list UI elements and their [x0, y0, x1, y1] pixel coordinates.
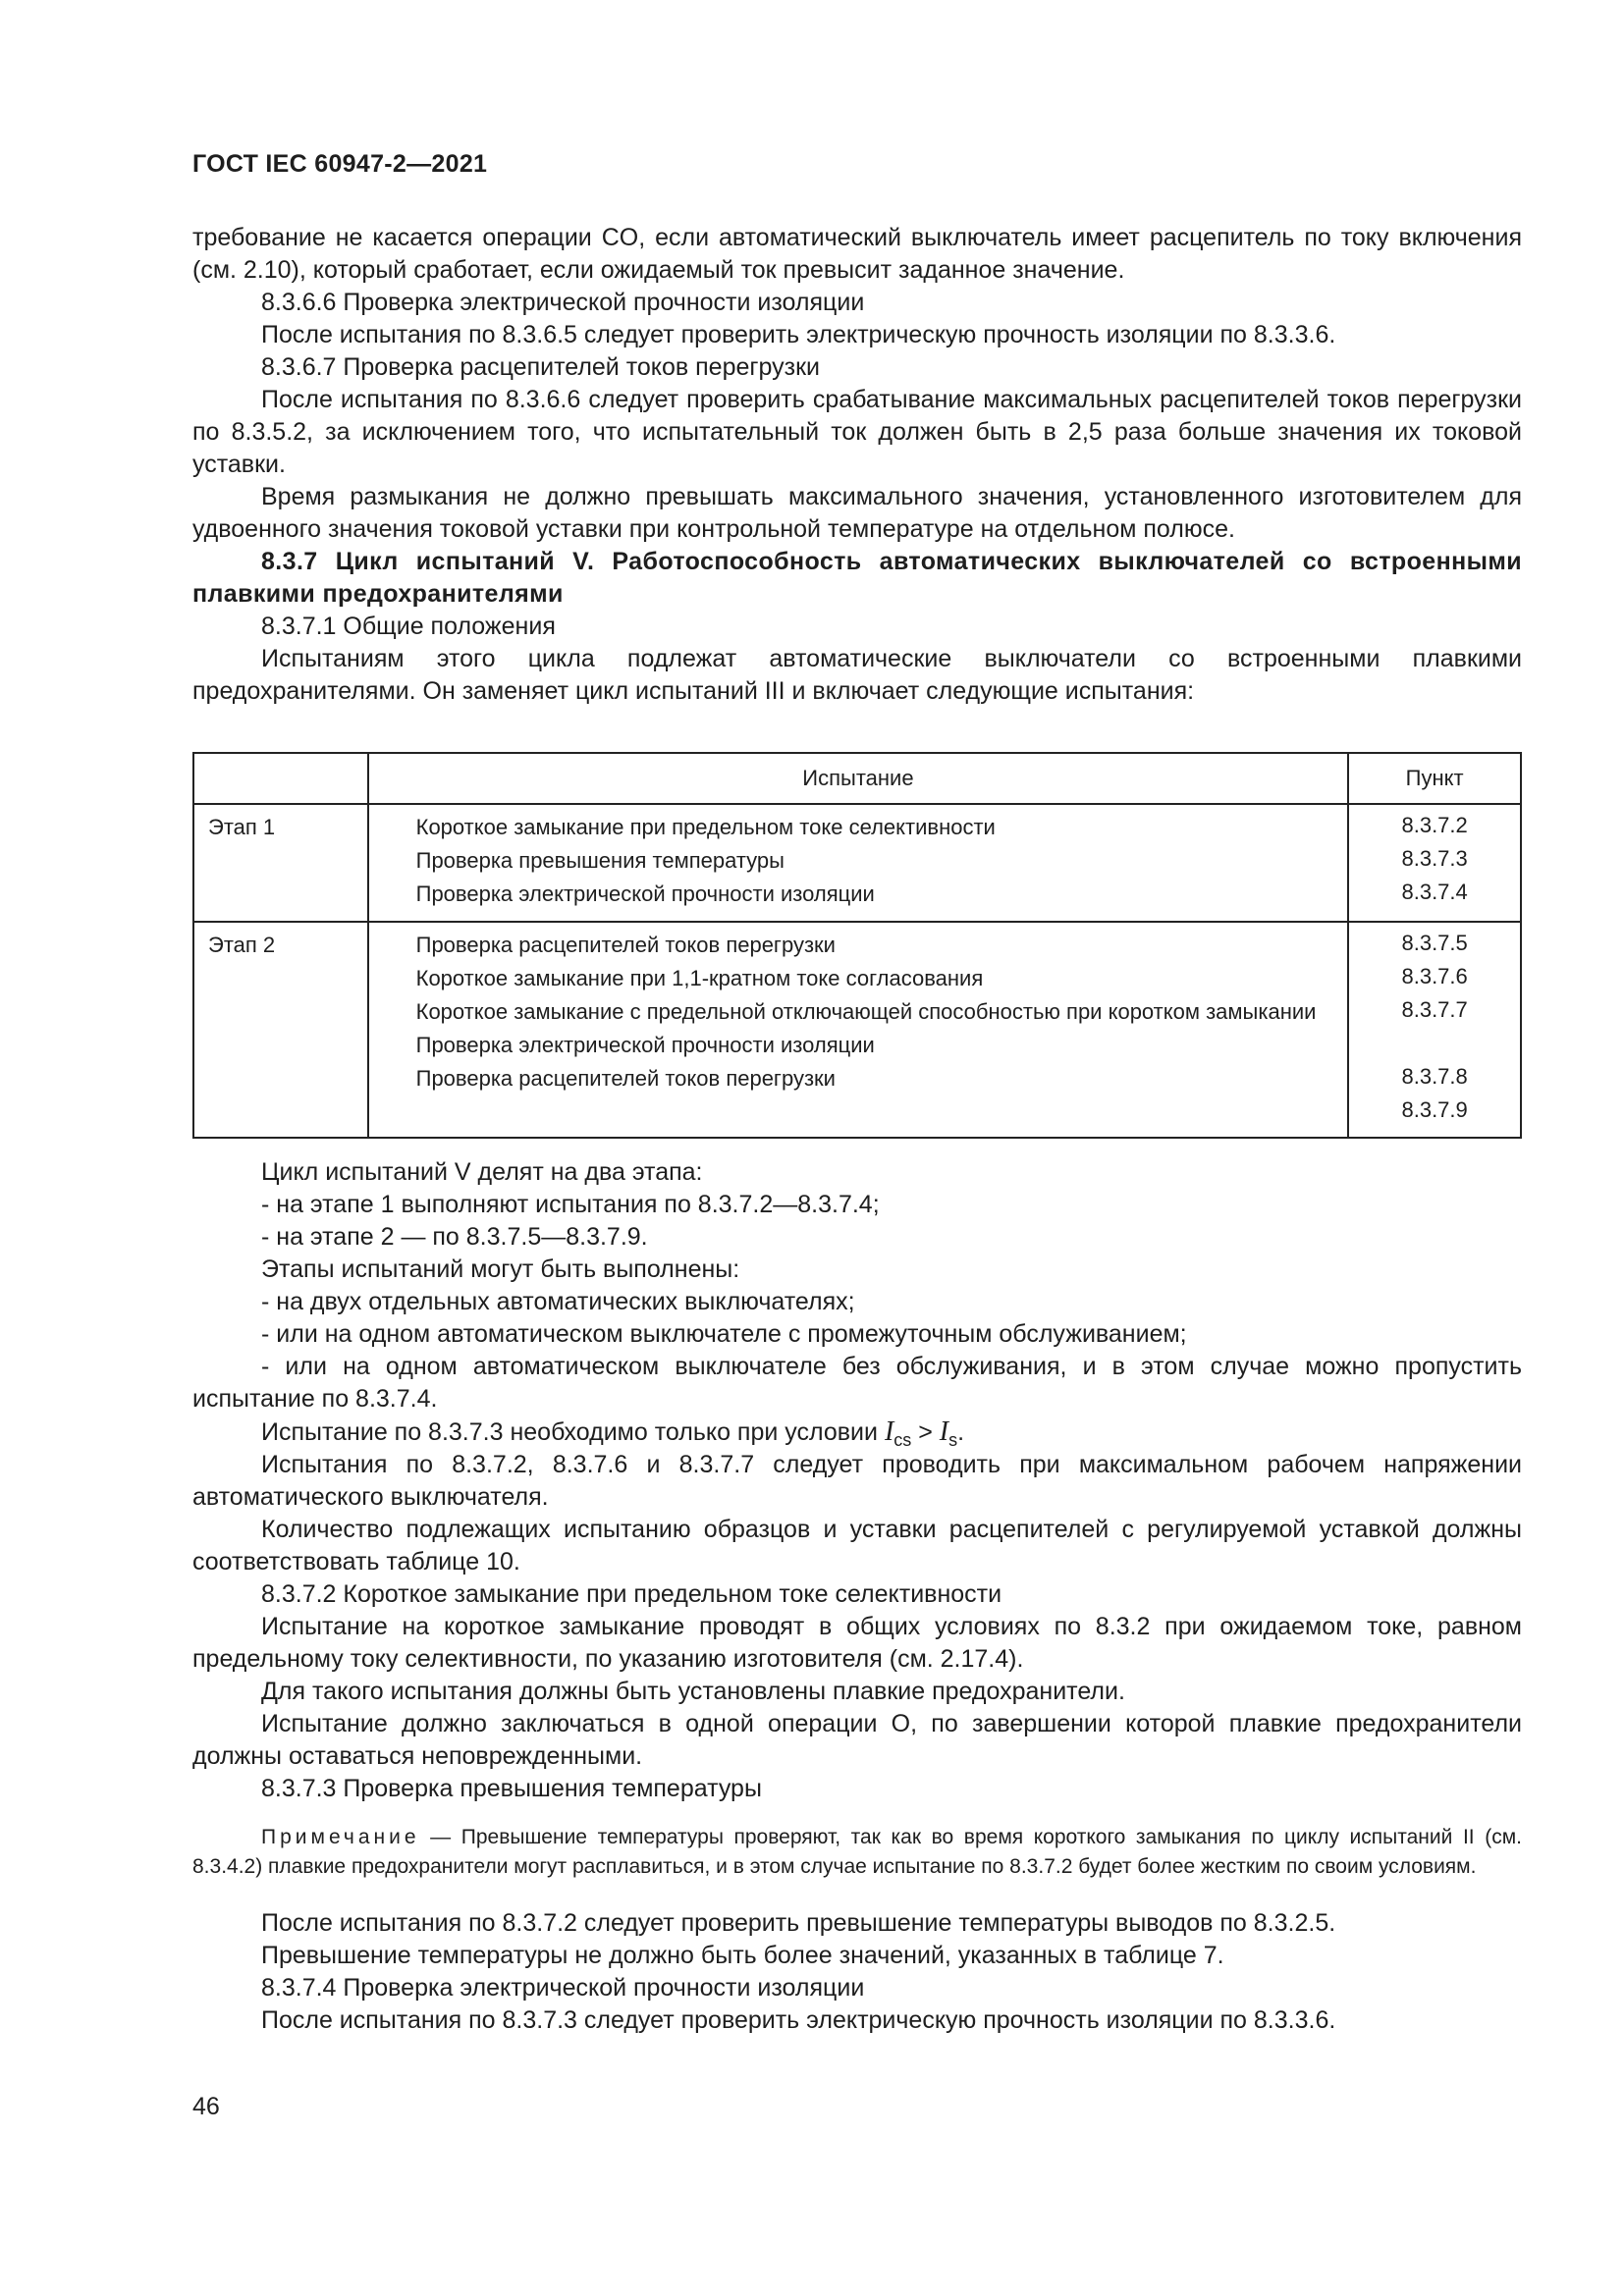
- test-item: Проверка электрической прочности изоляции: [415, 881, 875, 906]
- test-list: [368, 804, 1349, 922]
- test-sequence-table: [192, 752, 1522, 1139]
- paragraph: Для такого испытания должны быть установлены плавкие предохранители.: [261, 1678, 1125, 1705]
- test-item: Короткое замыкание с предельной отключающей способностью при коротком замыкании: [415, 999, 1317, 1024]
- header-stage: [193, 753, 368, 804]
- paragraph: Испытаниям этого цикла подлежат автоматические выключатели со встроенными плавкими предохранителями. Он заменяет цикл испытаний III и включает следующие испытания:: [192, 645, 1522, 705]
- main-text-top: [192, 222, 1522, 708]
- paragraph: После испытания по 8.3.6.6 следует проверить срабатывание максимальных расцепителей токов перегрузки по 8.3.5.2, за исключением того, что испытательный ток должен быть в 2,5 раза больше значения их токовой уставки.: [192, 386, 1522, 478]
- clause-number: 8.3.7.8: [1401, 1064, 1468, 1089]
- stage-name: Этап 2: [193, 922, 368, 1138]
- test-item: Проверка расцепителей токов перегрузки: [415, 933, 836, 957]
- main-text-bottom: [192, 1156, 1522, 2037]
- clause-number: 8.3.7.5: [1401, 931, 1468, 955]
- clause-number: 8.3.7.9: [1401, 1097, 1468, 1122]
- condition-text: Испытание по 8.3.7.3 необходимо только при условии: [261, 1418, 878, 1446]
- clause-number: 8.3.7.7: [1401, 997, 1468, 1022]
- test-item: Короткое замыкание при 1,1-кратном токе согласования: [415, 966, 984, 990]
- clause-heading: 8.3.7.2 Короткое замыкание при предельном токе селективности: [261, 1580, 1002, 1608]
- stage-name: Этап 1: [193, 804, 368, 922]
- clause-heading: 8.3.7.3 Проверка превышения температуры: [261, 1775, 762, 1802]
- paragraph: Количество подлежащих испытанию образцов и уставки расцепителей с регулируемой уставкой должны соответствовать таблице 10.: [192, 1516, 1522, 1575]
- header-clause: Пункт: [1348, 753, 1521, 804]
- paragraph: После испытания по 8.3.7.3 следует проверить электрическую прочность изоляции по 8.3.3.6.: [261, 2006, 1336, 2034]
- list-item: - или на одном автоматическом выключателе с промежуточным обслуживанием;: [261, 1320, 1187, 1348]
- list-item: - или на одном автоматическом выключателе без обслуживания, и в этом случае можно пропустить испытание по 8.3.7.4.: [192, 1353, 1522, 1413]
- test-item: Проверка расцепителей токов перегрузки: [415, 1066, 836, 1091]
- paragraph: Испытание на короткое замыкание проводят в общих условиях по 8.3.2 при ожидаемом токе, равном предельному току селективности, по указанию изготовителя (см. 2.17.4).: [192, 1613, 1522, 1673]
- paragraph: Время размыкания не должно превышать максимального значения, установленного изготовителем для удвоенного значения токовой уставки при контрольной температуре на отдельном полюсе.: [192, 483, 1522, 543]
- list-item: - на этапе 2 — по 8.3.7.5—8.3.7.9.: [261, 1223, 648, 1251]
- formula-subscript: cs: [893, 1430, 912, 1450]
- document-header: ГОСТ IEC 60947-2—2021: [192, 150, 488, 178]
- formula-symbol: I: [884, 1416, 894, 1447]
- clause-number: 8.3.7.2: [1401, 813, 1468, 837]
- test-item: Короткое замыкание при предельном токе селективности: [415, 815, 996, 839]
- test-item: Проверка превышения температуры: [415, 848, 785, 873]
- clause-number: 8.3.7.6: [1401, 964, 1468, 988]
- section-heading: 8.3.7 Цикл испытаний V. Работоспособность автоматических выключателей со встроенными плавкими предохранителями: [192, 548, 1522, 608]
- header-test: Испытание: [368, 753, 1349, 804]
- formula: [939, 1416, 958, 1450]
- clause-list: [1348, 922, 1521, 1138]
- paragraph: После испытания по 8.3.6.5 следует проверить электрическую прочность изоляции по 8.3.3.6.: [261, 321, 1336, 348]
- condition-paragraph: [192, 1415, 1522, 1449]
- table-header-row: [193, 753, 1521, 804]
- note-label: Примечание: [261, 1826, 420, 1848]
- formula-operator: >: [918, 1418, 933, 1446]
- test-item: Проверка электрической прочности изоляции: [415, 1033, 875, 1057]
- note-text: — Превышение температуры проверяют, так как во время короткого замыкания по циклу испытаний II (см. 8.3.4.2) плавкие предохранители могут расплавиться, и в этом случае испытание по 8.3.7.2 будет более жестким по своим условиям.: [192, 1826, 1522, 1878]
- paragraph: Цикл испытаний V делят на два этапа:: [261, 1158, 703, 1186]
- list-item: - на этапе 1 выполняют испытания по 8.3.7.2—8.3.7.4;: [261, 1191, 880, 1218]
- paragraph: Этапы испытаний могут быть выполнены:: [261, 1255, 740, 1283]
- table-row-stage-1: [193, 804, 1521, 922]
- paragraph: После испытания по 8.3.7.2 следует проверить превышение температуры выводов по 8.3.2.5.: [261, 1909, 1336, 1937]
- test-list: [368, 922, 1349, 1138]
- page-number: 46: [192, 2093, 220, 2120]
- clause-heading: 8.3.7.4 Проверка электрической прочности изоляции: [261, 1974, 865, 2002]
- paragraph: требование не касается операции CO, если автоматический выключатель имеет расцепитель по току включения (см. 2.10), который сработает, если ожидаемый ток превысит заданное значение.: [192, 224, 1522, 284]
- table-row-stage-2: [193, 922, 1521, 1138]
- list-item: - на двух отдельных автоматических выключателях;: [261, 1288, 855, 1315]
- clause-heading: 8.3.6.6 Проверка электрической прочности изоляции: [261, 289, 865, 316]
- paragraph: Превышение температуры не должно быть более значений, указанных в таблице 7.: [261, 1942, 1224, 1969]
- formula-subscript: s: [948, 1430, 958, 1450]
- formula-end: .: [957, 1418, 965, 1446]
- paragraph: Испытания по 8.3.7.2, 8.3.7.6 и 8.3.7.7 следует проводить при максимальном рабочем напряжении автоматического выключателя.: [192, 1451, 1522, 1511]
- clause-number: 8.3.7.4: [1401, 880, 1468, 904]
- clause-number: 8.3.7.3: [1401, 846, 1468, 871]
- formula-symbol: I: [939, 1416, 949, 1447]
- clause-heading: 8.3.7.1 Общие положения: [261, 613, 556, 640]
- note: [192, 1823, 1522, 1882]
- clause-list: [1348, 804, 1521, 922]
- formula: [884, 1416, 912, 1450]
- paragraph: Испытание должно заключаться в одной операции O, по завершении которой плавкие предохранители должны оставаться неповрежденными.: [192, 1710, 1522, 1770]
- clause-heading: 8.3.6.7 Проверка расцепителей токов перегрузки: [261, 353, 820, 381]
